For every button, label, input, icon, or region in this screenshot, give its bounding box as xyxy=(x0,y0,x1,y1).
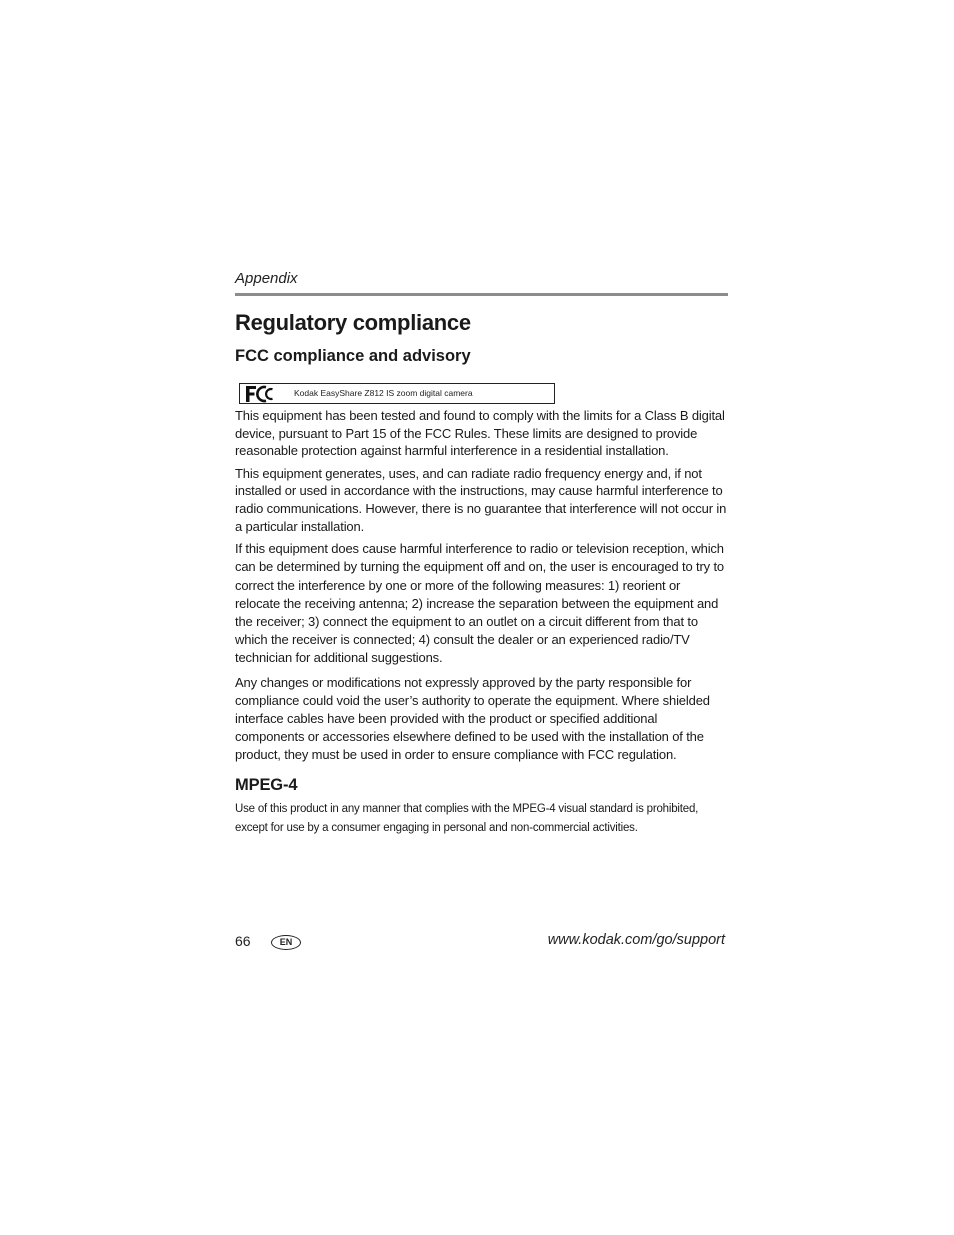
fcc-paragraph-4: Any changes or modifications not expressly approved by the party responsible for compliance could void the user’s authority to operate the equipment. Where shielded interface cables have been provided with the product or specified additional components or accessories elsewhere defined to be used with the installation of the product, they must be used in order to ensure compliance with FCC regulation. xyxy=(235,674,710,763)
support-url: www.kodak.com/go/support xyxy=(547,932,725,948)
fcc-box-text: Kodak EasyShare Z812 IS zoom digital camera xyxy=(294,388,473,398)
page-number: 66 xyxy=(235,933,251,949)
fcc-paragraph-3: If this equipment does cause harmful interference to radio or television reception, which can be determined by turning the equipment off and on, the user is encouraged to try to correct the interference by one or more of the following measures: 1) reorient or relocate the receiving antenna; 2) increase the separation between the equipment and the receiver; 3) connect the equipment to an outlet on a circuit different from that to which the receiver is connected; 4) consult the dealer or an experienced radio/TV technician for additional suggestions. xyxy=(235,541,724,666)
fcc-logo-icon xyxy=(244,385,276,403)
body-text xyxy=(235,407,728,843)
fcc-paragraph-2: This equipment generates, uses, and can radiate radio frequency energy and, if not installed or used in accordance with the instructions, may cause harmful interference to radio communications. However, there is no guarantee that interference will not occur in a particular installation. xyxy=(235,465,727,534)
page-footer xyxy=(235,930,725,954)
mpeg-heading: MPEG-4 xyxy=(235,775,298,794)
header-rule xyxy=(235,293,728,296)
page-title: Regulatory compliance xyxy=(235,310,471,335)
language-badge: EN xyxy=(271,935,301,950)
mpeg-paragraph: Use of this product in any manner that complies with the MPEG-4 visual standard is prohibited, except for use by a consumer engaging in personal and non-commercial activities. xyxy=(235,803,699,835)
section-label: Appendix xyxy=(235,270,298,287)
fcc-label-box xyxy=(239,383,555,404)
fcc-paragraph-1: This equipment has been tested and found to comply with the limits for a Class B digital device, pursuant to Part 15 of the FCC Rules. These limits are designed to provide reasonable protection against harmful interference in a residential installation. xyxy=(235,408,725,459)
fcc-heading: FCC compliance and advisory xyxy=(235,347,471,365)
